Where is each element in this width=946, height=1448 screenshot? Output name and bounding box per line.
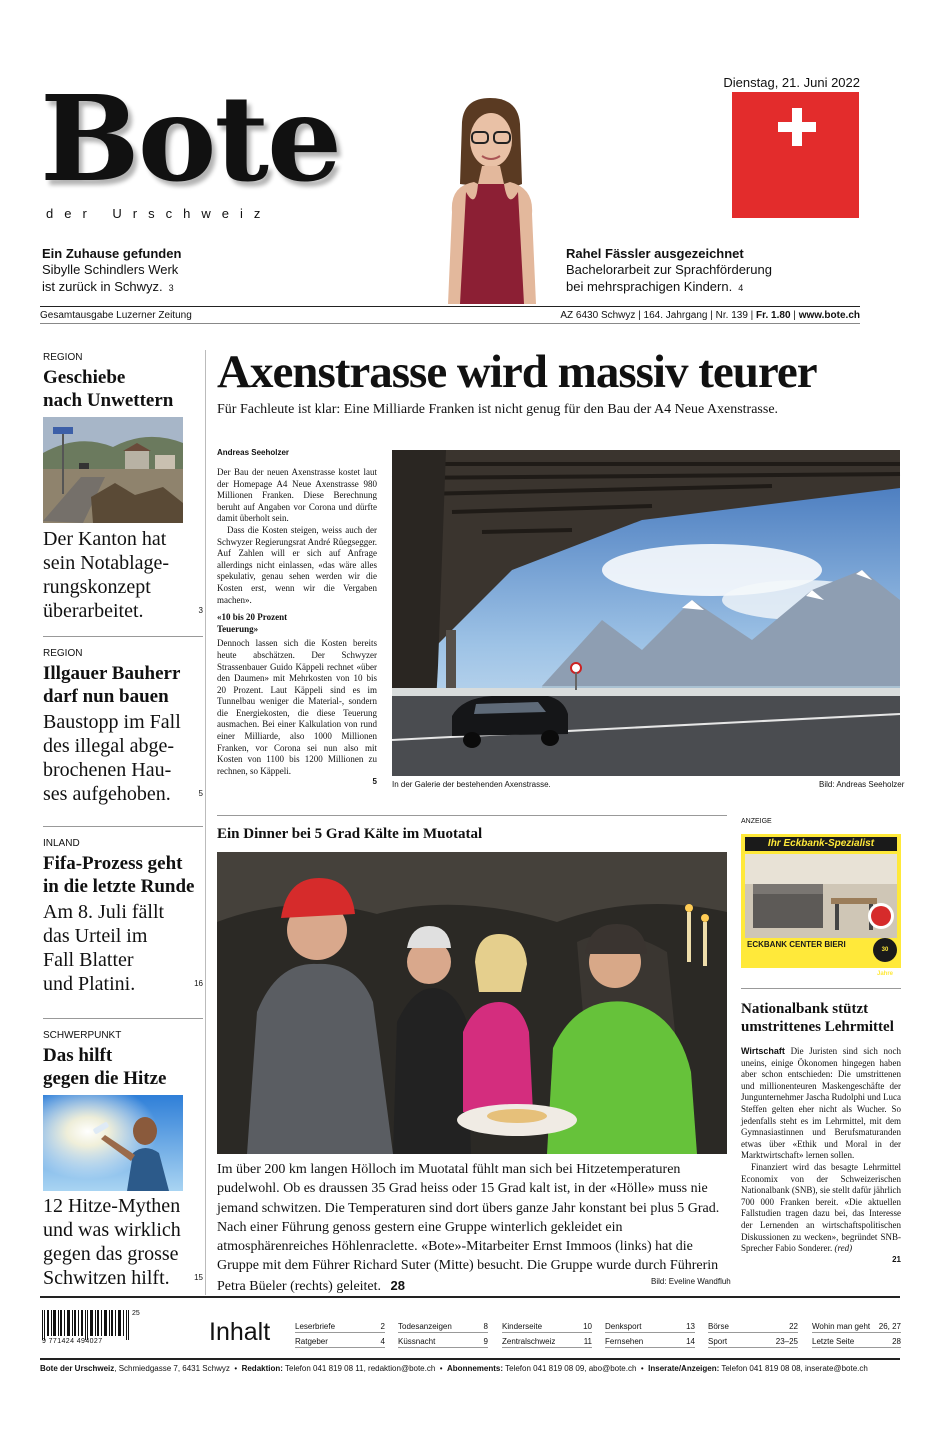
schwyz-flag-icon (732, 92, 859, 218)
teaser-text-line: 12 Hitze-Mythen (43, 1195, 181, 1217)
divider (40, 1296, 900, 1298)
article-subhead: Teuerung» (217, 623, 259, 634)
page-number: 28 (390, 1277, 406, 1293)
newspaper-logo: Bote (40, 69, 341, 208)
contents-label: Kinderseite (502, 1322, 543, 1331)
footer-contact[interactable]: Telefon 041 819 08 09, abo@bote.ch (505, 1364, 637, 1373)
contents-item[interactable] (605, 1318, 695, 1333)
separator: | (793, 309, 796, 321)
contents-page: 14 (686, 1337, 695, 1346)
contents-label: Leserbriefe (295, 1322, 336, 1331)
contents-group (295, 1318, 385, 1348)
photo-credit: Bild: Eveline Wandfluh (651, 1277, 731, 1286)
teaser-headline: in die letzte Runde (43, 876, 195, 897)
page-number: 5 (372, 777, 377, 787)
dinner-headline[interactable]: Ein Dinner bei 5 Grad Kälte im Muotatal (217, 826, 483, 842)
divider (741, 988, 901, 989)
footer-label: Inserate/Anzeigen: (648, 1364, 720, 1373)
footer-contact[interactable]: Telefon 041 819 08 11, redaktion@bote.ch (285, 1364, 436, 1373)
contents-item[interactable] (812, 1333, 901, 1348)
ad-anniversary-badge: 30 Jahre (873, 938, 897, 962)
left-teaser-4[interactable] (43, 1030, 203, 1290)
contents-group (708, 1318, 798, 1348)
contents-group (398, 1318, 488, 1348)
right-article[interactable] (741, 1000, 901, 1264)
publisher-name: Bote der Urschweiz (40, 1364, 115, 1373)
teaser-text-line: Schwitzen hilft. (43, 1267, 170, 1289)
teaser-text-line: Am 8. Juli fällt (43, 901, 165, 923)
contents-item[interactable] (708, 1318, 798, 1333)
photo-caption: In der Galerie der bestehenden Axenstrasse. (392, 780, 551, 789)
contents-label: Börse (708, 1322, 729, 1331)
heat-drinking-photo (43, 1095, 183, 1191)
teaser-headline: gegen die Hitze (43, 1068, 167, 1089)
flood-debris-photo (43, 417, 183, 523)
article-headline: umstrittenes Lehrmittel (741, 1019, 894, 1035)
teaser-text-line: des illegal abge- (43, 735, 175, 757)
edition-bar (40, 306, 860, 324)
newspaper-logo-subtitle: der Urschweiz (46, 206, 272, 221)
contents-item[interactable] (398, 1318, 488, 1333)
main-lead: Für Fachleute ist klar: Eine Milliarde Franken ist nicht genug für den Bau der A4 Neue Axenstrasse. (217, 402, 779, 417)
teaser-title: Ein Zuhause gefunden (42, 246, 182, 261)
left-teaser-1[interactable] (43, 352, 203, 623)
teaser-headline: Das hilft (43, 1045, 113, 1066)
contents-item[interactable] (295, 1333, 385, 1348)
contents-label: Küssnacht (398, 1337, 436, 1346)
page-number: 3 (198, 606, 203, 615)
author: Andreas Seeholzer (217, 448, 290, 457)
contents-group (502, 1318, 592, 1348)
edition-label: Gesamtausgabe Luzerner Zeitung (40, 309, 192, 321)
contents-label: Todesanzeigen (398, 1322, 452, 1331)
teaser-text-line: gegen das grosse (43, 1243, 179, 1265)
contents-group (605, 1318, 695, 1348)
publisher-address: , Schmiedgasse 7, 6431 Schwyz (114, 1364, 230, 1373)
contents-page: 2 (380, 1322, 385, 1331)
teaser-title: Rahel Fässler ausgezeichnet (566, 246, 744, 261)
teaser-line: ist zurück in Schwyz. (42, 279, 163, 294)
ad-banner: Ihr Eckbank-Spezialist (745, 837, 897, 851)
page-number: 15 (194, 1273, 203, 1282)
teaser-text-line: Fall Blatter (43, 949, 134, 971)
contents-item[interactable] (812, 1318, 901, 1333)
issue-week: 25 (132, 1310, 140, 1317)
page-number: 4 (738, 283, 744, 293)
section-label: INLAND (43, 838, 80, 849)
teaser-text-line: brochenen Hau- (43, 759, 172, 781)
section-label: SCHWERPUNKT (43, 1030, 122, 1041)
page-number: 16 (194, 979, 203, 988)
contents-label: Denksport (605, 1322, 642, 1331)
teaser-right[interactable] (566, 246, 866, 297)
contents-page: 9 (483, 1337, 488, 1346)
article-paragraph: Dennoch lassen sich die Kosten bereits heute abschätzen. Der Schwyzer Strassenbauer Guido Käppeli rechnet «über den Daumen» mit Mehrkosten von 10 bis 20 Prozent. Laut Käppeli sind es im Tunnelbau weniger die Material-, sondern die Energiekosten, die diese Teuerung ausmachen. Bei einer Kalkulation von rund einer Milliarde, also 1000 Millionen Franken, vor Corona sei nun also mit Kosten von 1100 bis 1200 Millionen zu rechnen, so Käppeli. (217, 638, 377, 776)
contents-page: 22 (789, 1322, 798, 1331)
teaser-text-line: rungskonzept (43, 576, 151, 598)
teaser-line: bei mehrsprachigen Kindern. (566, 279, 733, 294)
price: Fr. 1.80 (756, 309, 791, 321)
article-paragraph: Finanziert wird das besagte Lehrmittel Economix von der Schweizerischen Nationalbank (SNB), sie stellt dafür jährlich 700 000 Franken bereit. «Die aktuellen Fallstudien tragen dazu bei, das Interesse der Lernenden an wirtschaftspolitischen Diskussionen zu wecken», begründet SNB-Sprecher Fabio Sonderer. (741, 1161, 901, 1254)
main-article-text (217, 448, 377, 786)
contents-page: 28 (892, 1337, 901, 1346)
divider (43, 1018, 203, 1019)
contents-item[interactable] (398, 1333, 488, 1348)
contents-page: 26, 27 (878, 1322, 901, 1331)
article-paragraph: Dass die Kosten steigen, weiss auch der Schwyzer Regierungsrat André Rüegsegger. Auf Zahlen will er sich auf Anfrage allerdings nicht einlassen, «das wäre alles spekulativ, genau sehen werden wir die Kosten erst, wenn wir die Vergaben machen». (217, 524, 377, 605)
contents-label: Wohin man geht (812, 1322, 871, 1331)
contents-item[interactable] (605, 1333, 695, 1348)
contents-item[interactable] (502, 1333, 592, 1348)
ad-label: ANZEIGE (741, 818, 772, 825)
divider (43, 826, 203, 827)
teaser-text-line: und was wirklich (43, 1219, 181, 1241)
contents-page: 4 (380, 1337, 385, 1346)
ad-company: ECKBANK CENTER BIERI (747, 940, 846, 949)
edition-info: AZ 6430 Schwyz | 164. Jahrgang | Nr. 139 | (560, 309, 754, 321)
contents-label: Zentralschweiz (502, 1337, 556, 1346)
teaser-headline: Fifa-Prozess geht (43, 853, 183, 874)
teaser-text-line: das Urteil im (43, 925, 148, 947)
article-headline: Nationalbank stützt (741, 1001, 869, 1017)
contents-label: Ratgeber (295, 1337, 328, 1346)
left-teaser-3[interactable] (43, 838, 203, 996)
teaser-left[interactable] (42, 246, 362, 297)
cave-dinner-photo (217, 852, 727, 1154)
main-headline[interactable]: Axenstrasse wird massiv teurer (217, 346, 817, 398)
teaser-line: Sibylle Schindlers Werk (42, 262, 179, 277)
teaser-headline: darf nun bauen (43, 686, 169, 707)
publisher-footer: Bote der Urschweiz, Schmiedgasse 7, 6431 Schwyz • Redaktion: Telefon 041 819 08 11, redaktion@bote.ch • Abonnements: Telefon 041 819 08 09, abo@bote.ch • Inserate/Anzeigen: Telefon 041 819 08 08, inserate@bote.ch (40, 1358, 900, 1373)
contents-item[interactable] (708, 1333, 798, 1348)
contents-label: Sport (708, 1337, 728, 1346)
teaser-headline: Illgauer Bauherr (43, 663, 181, 684)
left-teaser-2[interactable] (43, 648, 203, 806)
barcode (42, 1310, 140, 1346)
teaser-text-line: Der Kanton hat (43, 528, 167, 550)
contents-page: 13 (686, 1322, 695, 1331)
article-author: (red) (834, 1243, 853, 1254)
column-divider (205, 350, 206, 1295)
page-number: 5 (198, 789, 203, 798)
issue-date: Dienstag, 21. Juni 2022 (723, 75, 860, 90)
section-label: REGION (43, 648, 83, 659)
footer-label: Abonnements: (447, 1364, 504, 1373)
teaser-line: Bachelorarbeit zur Sprachförderung (566, 262, 772, 277)
teaser-headline: Geschiebe (43, 367, 126, 388)
contents-page: 11 (583, 1337, 592, 1346)
contents-title: Inhalt (209, 1318, 271, 1346)
teaser-headline: nach Unwettern (43, 390, 174, 411)
divider (43, 636, 203, 637)
teaser-text-line: und Platini. (43, 973, 136, 995)
website-link[interactable]: www.bote.ch (798, 309, 860, 321)
page-number: 21 (892, 1254, 901, 1264)
footer-label: Redaktion: (241, 1364, 283, 1373)
contents-label: Letzte Seite (812, 1337, 855, 1346)
page-number: 3 (168, 283, 174, 293)
eckbank-advertisement[interactable] (741, 834, 901, 977)
barcode-number: 9 771424 494027 (42, 1338, 103, 1345)
portrait-photo (432, 92, 552, 304)
divider (217, 815, 727, 816)
contents-item[interactable] (295, 1318, 385, 1333)
article-paragraph: Die Juristen sind sich noch uneins, einige Ökonomen hingegen haben aber schon entschieden: Die umstrittenen und millionenteuren Maskengeschäfte der Jungunternehmer Jascha Rudolphi und Luca Steffen gelten eher nicht als Wucher. So jedenfalls steht es im Lehrmittel, mit dem Gymnasiastinnen und Berufsmaturanden etwas über «Ethik und Moral in der Marktwirtschaft» lernen sollen. (741, 1046, 901, 1161)
teaser-text-line: sein Notablage- (43, 552, 170, 574)
contents-group (812, 1318, 901, 1348)
photo-credit: Bild: Andreas Seeholzer (819, 780, 905, 789)
contents-page: 8 (483, 1322, 488, 1331)
contents-label: Fernsehen (605, 1337, 644, 1346)
section-label: REGION (43, 352, 83, 363)
contents-page: 10 (583, 1322, 592, 1331)
dinner-paragraph: Im über 200 km langen Hölloch im Muotatal fühlt man sich bei Hitzetemperaturen pudelwohl. Ob es draussen 35 Grad heiss oder 15 Grad kalt ist, in der «Hölle» muss nie jemand schwitzen. Die Temperaturen sind dort übers ganze Jahr konstant bei plus 5 Grad. Nach einer Führung genoss gestern eine Gruppe winterlich gekleidet ein atmosphärenreiches Höhlenraclette. «Bote»-Mitarbeiter Ernst Immoos (links) hat die Gruppe mit dem Führer Richard Suter (Mitte) besucht. Die Gruppe wurde durch Führerin Petra Büeler (rechts) geleitet. (217, 1162, 720, 1294)
teaser-text-line: überarbeitet. (43, 600, 144, 622)
footer-contact[interactable]: Telefon 041 819 08 08, inserate@bote.ch (721, 1364, 868, 1373)
article-kicker: Wirtschaft (741, 1046, 785, 1056)
contents-item[interactable] (502, 1318, 592, 1333)
contents-page: 23–25 (775, 1337, 798, 1346)
teaser-text-line: ses aufgehoben. (43, 783, 171, 805)
article-paragraph: Der Bau der neuen Axenstrasse kostet laut der Homepage A4 Neue Axenstrasse 980 Millionen Franken. Diese Berechnung beruht auf Angaben vor Corona und dürfte damit überholt sein. (217, 467, 377, 524)
teaser-text-line: Baustopp im Fall (43, 711, 181, 733)
article-subhead: «10 bis 20 Prozent (217, 612, 288, 623)
axenstrasse-gallery-photo (392, 450, 900, 776)
dinner-text (217, 1160, 727, 1296)
